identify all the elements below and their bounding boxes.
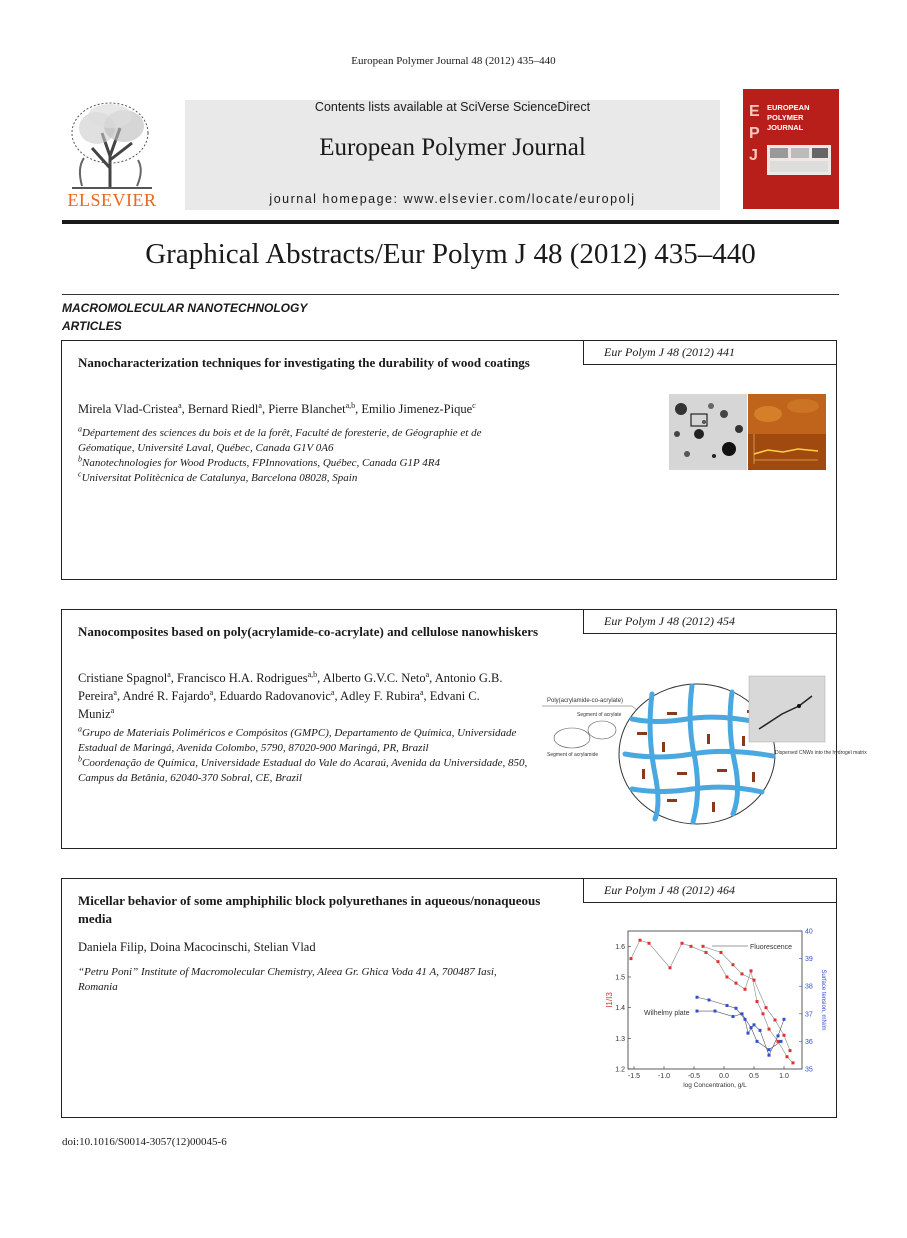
article-card-1[interactable] (61, 340, 837, 580)
header-rule (62, 220, 839, 224)
x-axis-label: log Concentration, g/L (683, 1082, 747, 1089)
doi-link[interactable]: doi:10.1016/S0014-3057(12)00045-6 (62, 1136, 227, 1148)
author-sup: a (178, 400, 182, 410)
data-point (774, 1018, 777, 1021)
graphical-abstract-chart (582, 919, 832, 1115)
article-card-2[interactable] (61, 609, 867, 849)
data-point (696, 996, 699, 999)
author-name: Francisco H.A. Rodrigues (177, 671, 308, 685)
data-point (735, 982, 738, 985)
y-tick-label: 1.5 (615, 974, 625, 982)
series-line (697, 997, 784, 1055)
article-affiliations (78, 426, 538, 486)
y2-tick-label: 38 (805, 983, 813, 991)
y2-tick-label: 37 (805, 1011, 813, 1019)
x-tick-label: -0.5 (687, 1073, 701, 1080)
article-reference[interactable]: Eur Polym J 48 (2012) 454 (583, 609, 837, 634)
author-sup: c (472, 400, 476, 410)
data-point (732, 963, 735, 966)
data-point (702, 945, 705, 948)
data-point (741, 1012, 744, 1015)
article-title[interactable]: Micellar behavior of some amphiphilic block polyurethanes in aqueous/nonaqueous media (78, 893, 541, 926)
author-name: Mirela Vlad-Cristea (78, 402, 179, 416)
cover-title-line1: EUROPEAN (767, 103, 810, 112)
author-name: Adley F. Rubira (340, 689, 420, 703)
affiliation: $^b$Coordenação de Química, Universidade Estadual do Vale do Acaraú, Avenida da Universidade, 850, Campus da Betânia, 62040-370 Sobral, CE, Brazil (78, 754, 528, 784)
author-name: Cristiane Spagnol (78, 671, 168, 685)
data-point (747, 1032, 750, 1035)
author-name: Eduardo Radovanovic (219, 689, 331, 703)
label-poly: Poly(acrylamide-co-acrylate) (547, 698, 624, 704)
y-tick-label: 1.3 (615, 1035, 625, 1043)
y-tick-label: 1.2 (615, 1066, 625, 1074)
title-rule (62, 294, 839, 295)
data-point (789, 1049, 792, 1052)
data-point (768, 1048, 771, 1051)
running-header: European Polymer Journal 48 (2012) 435–440 (351, 55, 556, 67)
data-point (639, 939, 642, 942)
plot-frame (628, 931, 802, 1069)
data-point (732, 1015, 735, 1018)
author-name: Stelian Vlad (253, 940, 316, 954)
data-point (756, 1040, 759, 1043)
article-card-3[interactable] (61, 878, 837, 1118)
data-point (744, 988, 747, 991)
data-point (783, 1018, 786, 1021)
graphical-abstract-afm-image (748, 394, 826, 470)
data-point (759, 1029, 762, 1032)
data-point (681, 942, 684, 945)
data-point (765, 1006, 768, 1009)
cover-title-line3: JOURNAL (767, 123, 804, 132)
author-sup: a (258, 400, 262, 410)
article-authors: Mirela Vlad-Cristea$^a$, Bernard Riedl$^a$, Pierre Blanchet$^{a,b}$, Emilio Jimenez-Pique$^c$ (78, 400, 476, 416)
article-title[interactable]: Nanocharacterization techniques for investigating the durability of wood coatings (78, 355, 530, 370)
data-point (726, 1004, 729, 1007)
x-tick-label: -1.0 (657, 1073, 671, 1080)
y2-tick-label: 40 (805, 928, 813, 936)
data-point (792, 1061, 795, 1064)
data-point (726, 976, 729, 979)
y-tick-label: 1.6 (615, 943, 625, 951)
data-point (756, 1000, 759, 1003)
author-name: Edvani C. Muniz (78, 689, 480, 721)
journal-title: European Polymer Journal (319, 134, 586, 161)
publisher-name: ELSEVIER (67, 190, 157, 210)
data-point (696, 1010, 699, 1013)
x-tick-label: 0.5 (749, 1073, 759, 1080)
x-tick-label: 1.0 (779, 1073, 789, 1080)
cover-letter-e: E (749, 103, 760, 120)
affiliation: $^b$Nanotechnologies for Wood Products, FPInnovations, Québec, Canada G1P 4R4 (78, 454, 440, 469)
data-point (648, 942, 651, 945)
cover-title-line2: POLYMER (767, 113, 804, 122)
graphical-abstract-hydrogel-diagram (537, 674, 867, 824)
micellar-chart (582, 919, 832, 1115)
y2-tick-label: 36 (805, 1038, 813, 1046)
data-point (762, 1012, 765, 1015)
section-line2: ARTICLES (62, 319, 122, 333)
article-reference[interactable]: Eur Polym J 48 (2012) 441 (583, 340, 837, 365)
author-name: Bernard Riedl (187, 402, 259, 416)
x-tick-label: -1.5 (627, 1073, 641, 1080)
affiliation: $^a$Département des sciences du bois et de la forêt, Faculté de foresterie, de Géographie et de Géomatique, Université Laval, Québec, Canada G1V 0A6 (78, 424, 482, 454)
data-point (690, 945, 693, 948)
data-point (777, 1034, 780, 1037)
y2-axis-label: Surface tension, mN/m (820, 969, 826, 1031)
affiliation: $^c$Universitat Politècnica de Catalunya, Barcelona 08028, Spain (78, 469, 358, 484)
data-point (753, 1023, 756, 1026)
data-point (735, 1007, 738, 1010)
section-heading (62, 299, 307, 335)
article-affiliations (78, 726, 538, 786)
data-point (714, 1010, 717, 1013)
journal-masthead (185, 100, 720, 210)
x-tick-label: 0.0 (719, 1073, 729, 1080)
data-point (720, 951, 723, 954)
article-authors: Cristiane Spagnol$^a$, Francisco H.A. Rodrigues$^{a,b}$, Alberto G.V.C. Neto$^a$, Antonio G.B. Pereira$^a$, André R. Fajardo$^a$, Eduardo Radovanovic$^a$, Adley F. Rubira$^a$, Edvani C. Muniz$^a$ (78, 669, 503, 721)
annotation-fluorescence: Fluorescence (750, 944, 793, 951)
graphical-abstract-micrograph (669, 394, 747, 470)
author-name: Pierre Blanchet (268, 402, 346, 416)
author-sup: a,b (345, 400, 356, 410)
data-point (768, 1028, 771, 1031)
data-point (750, 969, 753, 972)
cover-letters (749, 101, 763, 167)
author-name: Emilio Jimenez-Pique (361, 402, 473, 416)
data-point (783, 1034, 786, 1037)
cover-letter-p: P (749, 125, 760, 142)
data-point (717, 960, 720, 963)
author-name: Alberto G.V.C. Neto (322, 671, 426, 685)
y2-tick-label: 39 (805, 956, 813, 964)
journal-cover-thumbnail[interactable] (743, 89, 839, 209)
author-name: Antonio G.B. Pereira (78, 671, 503, 703)
article-reference[interactable]: Eur Polym J 48 (2012) 464 (583, 878, 837, 903)
article-title[interactable]: Nanocomposites based on poly(acrylamide-co-acrylate) and cellulose nanowhiskers (78, 624, 539, 639)
affiliation: $^a$Grupo de Materiais Poliméricos e Compósitos (GMPC), Departamento de Química, Universidade Estadual de Maringá, Avenida Colombo, 5790, 87020-900 Maringá, PR, Brazil (78, 724, 517, 754)
data-point (786, 1055, 789, 1058)
data-point (750, 1026, 753, 1029)
y-tick-label: 1.4 (615, 1005, 625, 1013)
label-acrylamide: Segment of acrylamide (547, 752, 599, 758)
journal-homepage-link[interactable]: journal homepage: www.elsevier.com/locate/europolj (269, 192, 636, 206)
cover-title (767, 103, 810, 133)
label-acrylate: Segment of acrylate (577, 712, 622, 718)
label-dispersed: Dispersed CNWs into the hydrogel matrix (775, 750, 867, 756)
cover-letter-j: J (749, 147, 758, 164)
author-name: Doina Macocinschi (149, 940, 248, 954)
author-name: André R. Fajardo (122, 689, 210, 703)
data-point (630, 957, 633, 960)
author-name: Daniela Filip (78, 940, 144, 954)
data-point (768, 1054, 771, 1057)
data-point (708, 999, 711, 1002)
elsevier-logo[interactable] (62, 98, 162, 210)
data-point (741, 972, 744, 975)
data-point (780, 1040, 783, 1043)
data-point (753, 979, 756, 982)
affiliation: “Petru Poni” Institute of Macromolecular Chemistry, Aleea Gr. Ghica Voda 41 A, 700487 Iasi, Romania (78, 966, 497, 993)
article-affiliations (78, 965, 538, 995)
data-point (669, 966, 672, 969)
annotation-wilhelmy: Wilhelmy plate (644, 1010, 690, 1017)
page-title: Graphical Abstracts/Eur Polym J 48 (2012) 435–440 (145, 238, 756, 270)
series-line (631, 940, 793, 1063)
section-line1: MACROMOLECULAR NANOTECHNOLOGY (62, 301, 308, 315)
contents-line[interactable]: Contents lists available at SciVerse ScienceDirect (314, 100, 591, 114)
article-authors: Daniela Filip, Doina Macocinschi, Stelian Vlad (78, 940, 316, 954)
y2-tick-label: 35 (805, 1066, 813, 1074)
cover-image (767, 145, 831, 175)
data-point (705, 951, 708, 954)
y-axis-label: I1/I3 (605, 992, 614, 1008)
